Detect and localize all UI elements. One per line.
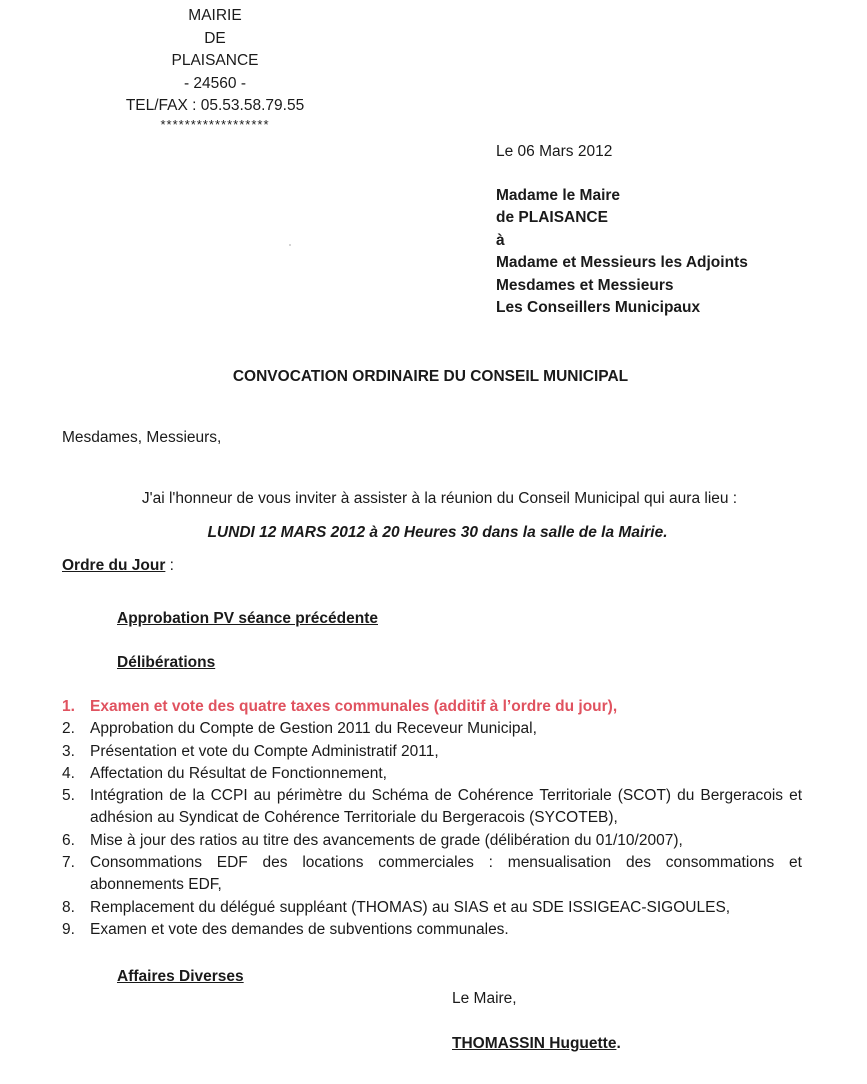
list-item [62,696,802,718]
item-number: 1. [62,698,75,715]
recipient-line: de PLAISANCE [496,209,608,227]
letterhead [0,5,867,132]
redaction-box [632,932,789,1077]
agenda-label: Ordre du Jour [62,557,166,574]
agenda-colon: : [165,557,174,574]
recipient-line: Madame le Maire [496,187,621,204]
meeting-datetime-text: LUNDI 12 MARS 2012 à 20 Heures 30 dans la salle de la Mairie. [207,524,668,541]
intro-text: J'ai l'honneur de vous inviter à assister à la réunion du Conseil Municipal qui aura lieu : [141,490,738,507]
list-item [62,763,802,785]
letterhead-stars: ****************** [160,116,270,132]
agenda-heading [62,555,174,577]
item-number: 5. [62,787,75,805]
item-number: 3. [62,742,75,760]
item-number: 8. [62,898,75,916]
signer-name [452,1033,621,1055]
signer-name-text: THOMASSIN Huguette [452,1035,617,1052]
document-title [0,366,867,388]
item-number: 6. [62,831,75,849]
item-text: Examen et vote des quatre taxes communales (additif à l’ordre du jour), [90,698,618,715]
item-text: Approbation du Compte de Gestion 2011 du Receveur Municipal, [90,720,537,738]
letterhead-line-phone: TEL/FAX : 05.53.58.79.55 [125,97,305,114]
signer-name-period: . [616,1035,621,1052]
recipient-line: à [496,231,505,249]
letterhead-line-de: DE [204,29,226,47]
scan-speck [289,244,291,246]
letterhead-line-postcode: - 24560 - [183,74,247,92]
section-deliberations: Délibérations [117,654,216,671]
deliberation-list [62,696,802,941]
section-misc: Affaires Diverses [117,968,244,985]
section-approval: Approbation PV séance précédente [117,610,378,627]
recipient-line: Mesdames et Messieurs [496,276,674,294]
letterhead-line-town: PLAISANCE [171,52,259,69]
list-item [62,718,802,740]
list-item [62,830,802,852]
recipient-line: Madame et Messieurs les Adjoints [496,254,748,272]
item-number: 7. [62,854,75,872]
item-text: Présentation et vote du Compte Administratif 2011, [90,742,439,760]
document-title-text: CONVOCATION ORDINAIRE DU CONSEIL MUNICIPAL [232,368,629,385]
intro-paragraph [0,488,867,510]
list-item [62,741,802,763]
item-text: Mise à jour des ratios au titre des avancements de grade (délibération du 01/10/2007), [90,831,683,849]
item-number: 9. [62,920,75,938]
meeting-datetime [0,522,867,544]
redaction-box [551,960,631,1020]
item-text: Examen et vote des demandes de subventions communales. [90,920,509,938]
item-text: Affectation du Résultat de Fonctionnement, [90,764,387,782]
item-number: 2. [62,720,75,738]
item-text: Consommations EDF des locations commerciales : mensualisation des consommations et abonnements EDF, [90,854,802,894]
recipients-block [496,185,748,319]
item-number: 4. [62,764,75,782]
signer-role: Le Maire, [452,990,517,1007]
letterhead-line-mairie: MAIRIE [188,7,242,24]
list-item [62,852,802,897]
list-item [62,897,802,919]
greeting: Mesdames, Messieurs, [62,429,222,446]
recipient-line: Les Conseillers Municipaux [496,299,701,317]
list-item [62,785,802,830]
item-text: Intégration de la CCPI au périmètre du Schéma de Cohérence Territoriale (SCOT) du Bergeracois et adhésion au Syndicat de Cohérence Territoriale du Bergeracois (SYCOTEB), [90,787,802,827]
item-text: Remplacement du délégué suppléant (THOMAS) au SIAS et au SDE ISSIGEAC-SIGOULES, [90,898,731,916]
letter-date: Le 06 Mars 2012 [496,143,613,160]
